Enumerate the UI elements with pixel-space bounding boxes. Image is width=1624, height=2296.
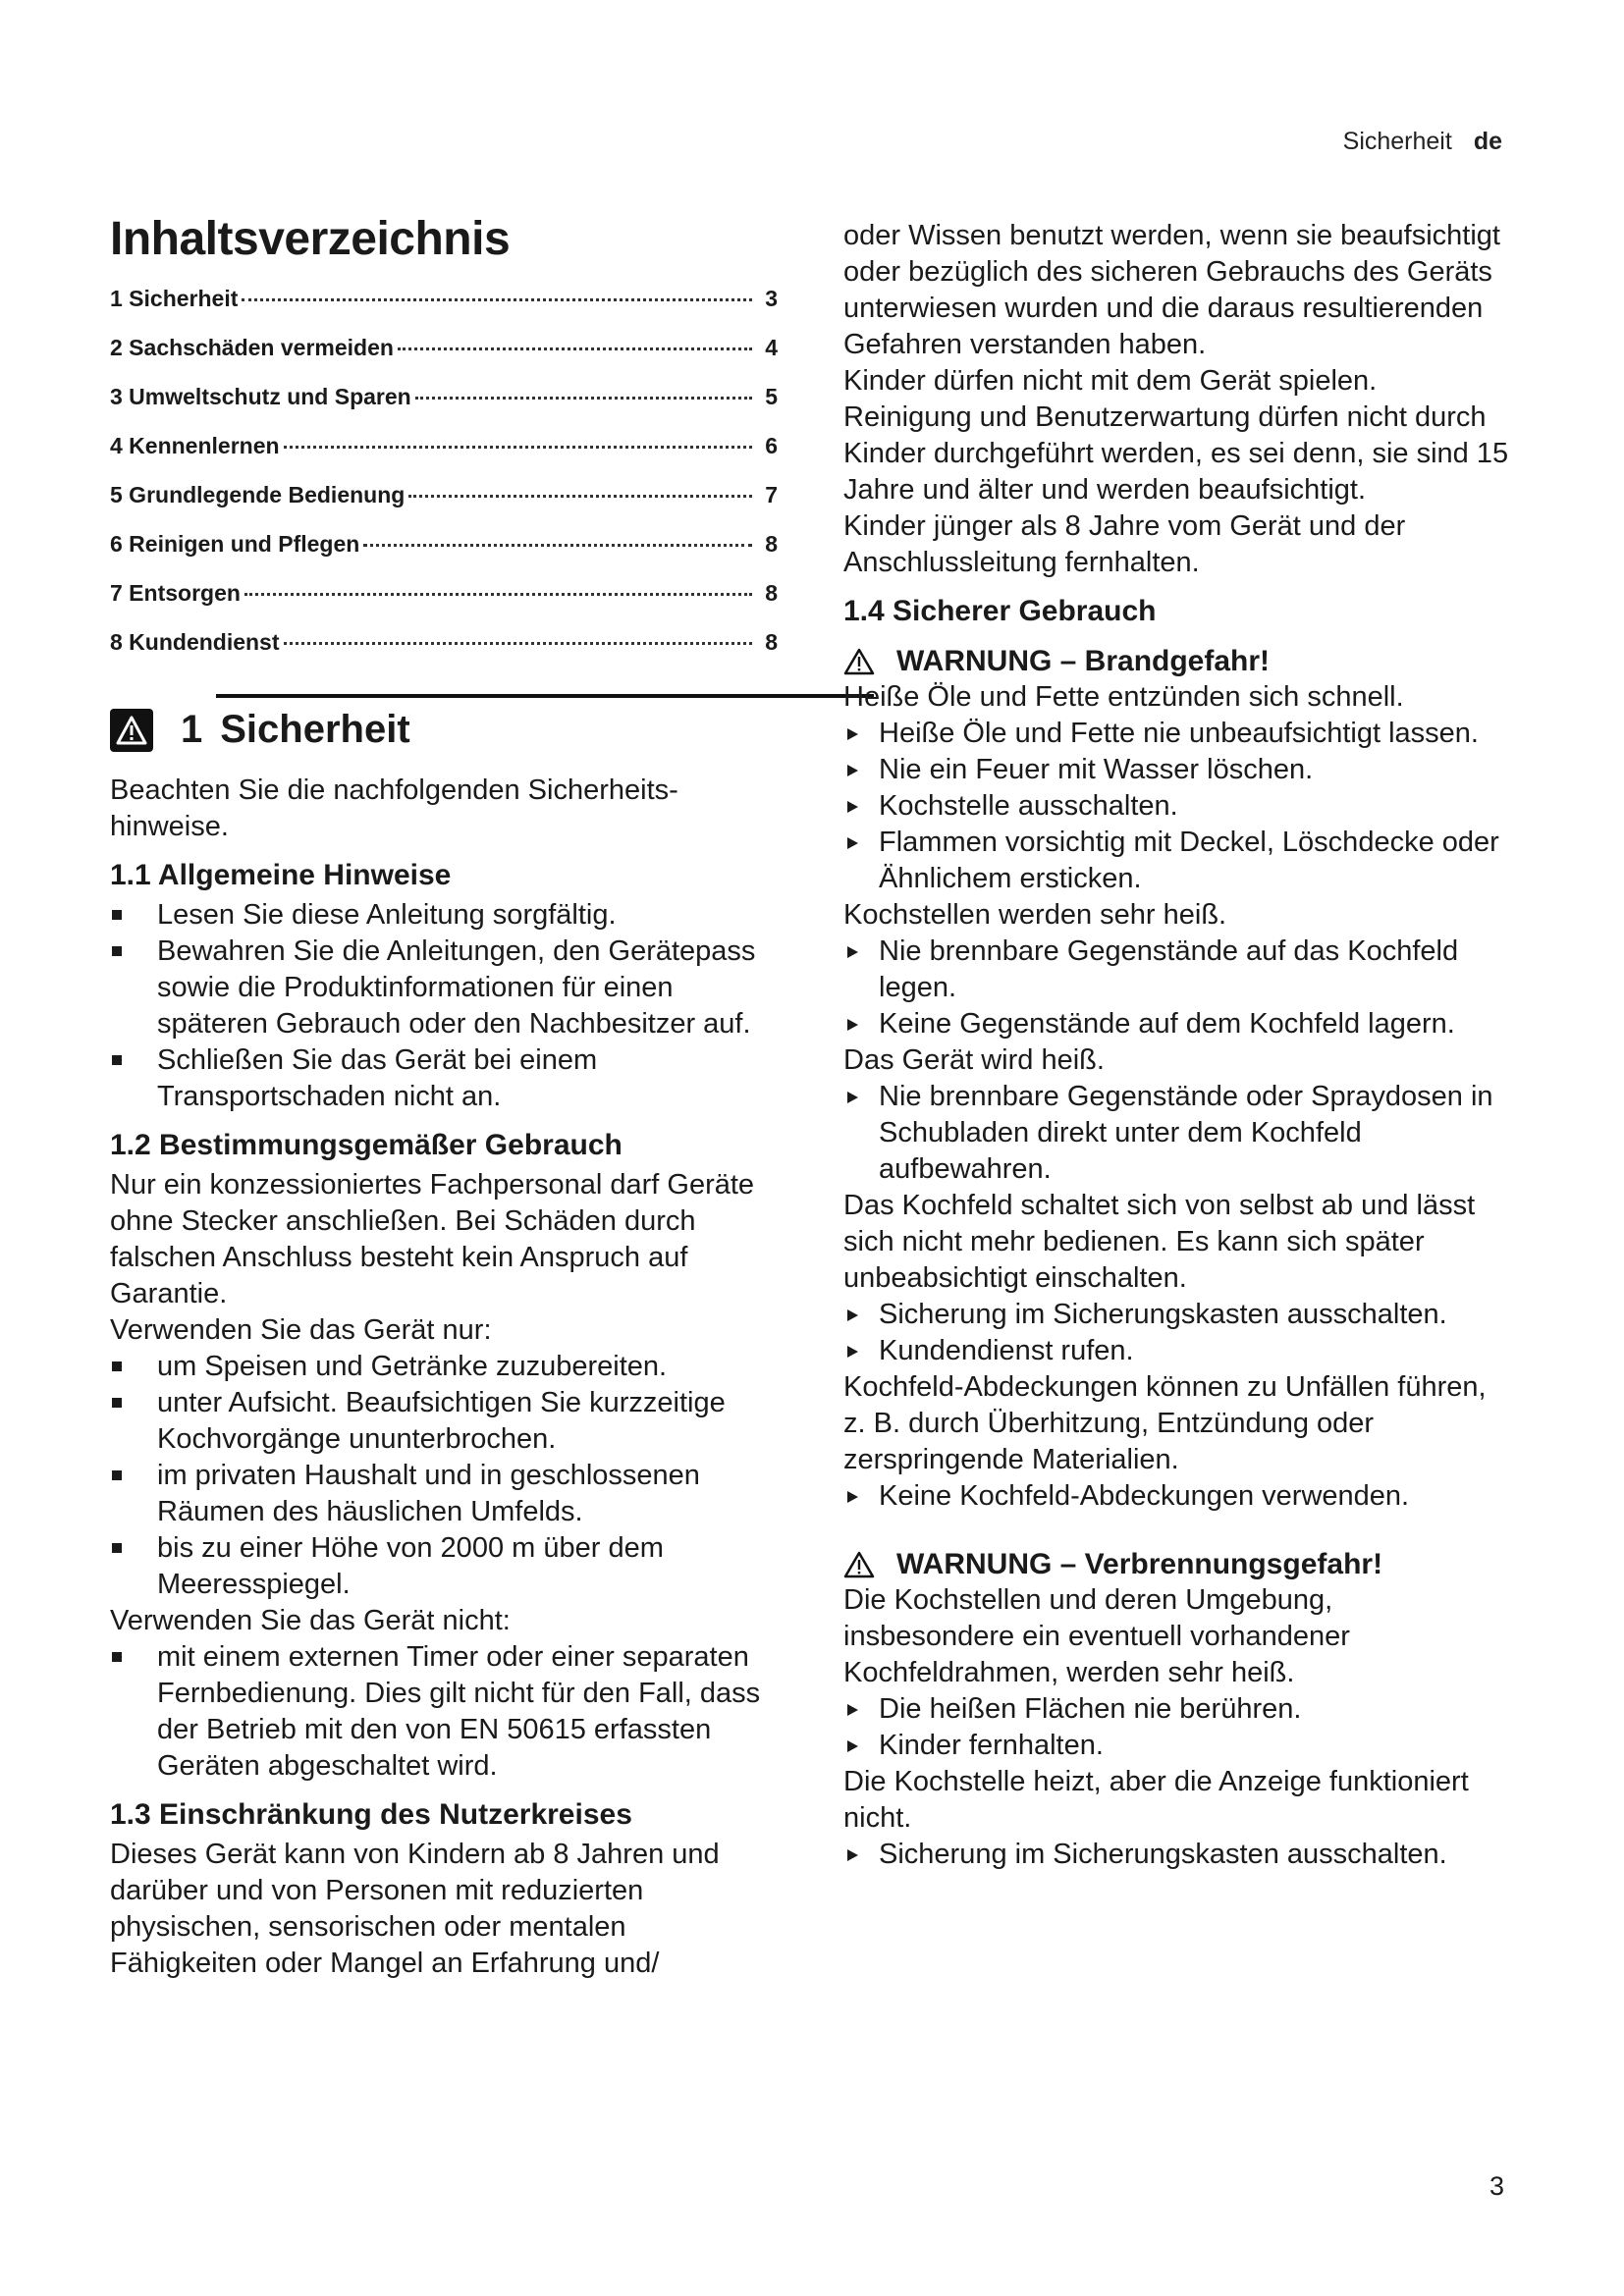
list-item: mit einem externen Timer oder einer separaten Fernbedienung. Dies gilt nicht für den Fall, dass der Betrieb mit den von EN 50615 erfassten Geräten abgeschaltet wird. xyxy=(110,1639,778,1785)
toc-entry[interactable] xyxy=(110,286,778,335)
paragraph: Heiße Öle und Fette entzünden sich schnell. xyxy=(843,681,1404,713)
toc-title: Inhaltsverzeichnis xyxy=(110,213,511,265)
action-list xyxy=(843,934,1511,1042)
list-item: Lesen Sie diese Anleitung sorgfältig. xyxy=(110,897,778,934)
chapter-heading xyxy=(110,696,778,765)
toc-entry-page: 8 xyxy=(765,530,778,557)
toc-entry-label: 8 Kundendienst xyxy=(110,628,280,655)
list-item: Kinder fernhalten. xyxy=(843,1728,1511,1764)
toc-entry-page: 6 xyxy=(765,432,778,458)
bullet-list xyxy=(110,897,778,1115)
toc-leader xyxy=(408,495,752,498)
header-language: de xyxy=(1473,128,1502,155)
chapter-title-text: Sicherheit xyxy=(220,708,410,752)
list-item: Sicherung im Sicherungskasten ausschalten. xyxy=(843,1297,1511,1333)
warning-box-icon xyxy=(110,709,153,752)
toc-entry[interactable] xyxy=(110,580,778,629)
action-list xyxy=(843,1079,1511,1188)
toc-entry-page: 8 xyxy=(765,579,778,606)
paragraph: Verwenden Sie das Gerät nicht: xyxy=(110,1604,511,1636)
toc-leader xyxy=(415,397,752,400)
list-item: Keine Gegenstände auf dem Kochfeld lagern. xyxy=(843,1006,1511,1042)
chapter-number: 1 xyxy=(181,708,203,752)
table-of-contents xyxy=(110,286,778,678)
action-list xyxy=(843,1691,1511,1764)
toc-leader xyxy=(363,544,752,547)
list-item: Kundendienst rufen. xyxy=(843,1333,1511,1369)
warning-title: WARNUNG – Verbrennungsgefahr! xyxy=(896,1548,1383,1580)
list-item: Nie brennbare Gegenstände oder Spraydosen in Schubladen direkt unter dem Kochfeld aufbewahren. xyxy=(843,1079,1511,1188)
list-item: bis zu einer Höhe von 2000 m über dem Meeresspiegel. xyxy=(110,1530,778,1603)
list-item: Flammen vorsichtig mit Deckel, Löschdecke oder Ähnlichem ersticken. xyxy=(843,825,1511,897)
toc-entry-label: 1 Sicherheit xyxy=(110,285,239,311)
paragraph: Verwenden Sie das Gerät nur: xyxy=(110,1313,492,1346)
section-heading: 1.3 Einschränkung des Nutzerkreises xyxy=(110,1797,632,1831)
toc-entry-label: 2 Sachschäden vermeiden xyxy=(110,334,394,360)
toc-entry[interactable] xyxy=(110,629,778,678)
toc-leader xyxy=(242,298,752,301)
list-item: Keine Kochfeld-Abdeckungen verwenden. xyxy=(843,1478,1511,1515)
paragraph: Kochfeld-Abdeckungen können zu Unfällen führen, z. B. durch Überhitzung, Entzündung oder zerspringende Materialien. xyxy=(843,1371,1487,1475)
toc-entry-page: 8 xyxy=(765,628,778,655)
action-list xyxy=(843,1837,1511,1873)
left-column xyxy=(110,214,778,1982)
list-item: unter Aufsicht. Beaufsichtigen Sie kurzzeitige Kochvorgänge ununterbrochen. xyxy=(110,1385,778,1458)
toc-leader xyxy=(398,347,752,350)
toc-entry-label: 7 Entsorgen xyxy=(110,579,241,606)
list-item: Kochstelle ausschalten. xyxy=(843,788,1511,825)
toc-entry-page: 7 xyxy=(765,481,778,507)
toc-entry-label: 5 Grundlegende Bedienung xyxy=(110,481,406,507)
bullet-list xyxy=(110,1349,778,1603)
paragraph: Das Gerät wird heiß. xyxy=(843,1044,1105,1076)
toc-entry[interactable] xyxy=(110,482,778,531)
list-item: Bewahren Sie die Anleitungen, den Gerätepass sowie die Produktinformationen für einen späteren Gebrauch oder den Nachbesitzer auf. xyxy=(110,934,778,1042)
page-number: 3 xyxy=(1489,2171,1504,2201)
paragraph: Das Kochfeld schaltet sich von selbst ab und lässt sich nicht mehr bedienen. Es kann sich später unbeabsichtigt einschalten. xyxy=(843,1190,1476,1294)
bullet-list xyxy=(110,1639,778,1785)
list-item: Schließen Sie das Gerät bei einem Transportschaden nicht an. xyxy=(110,1042,778,1115)
spacer xyxy=(843,1515,1511,1532)
section-heading: 1.2 Bestimmungsgemäßer Gebrauch xyxy=(110,1128,623,1161)
toc-entry-label: 4 Kennenlernen xyxy=(110,432,280,458)
warning-heading xyxy=(843,643,1511,679)
toc-entry-page: 4 xyxy=(765,334,778,360)
paragraph: oder Wissen benutzt werden, wenn sie beaufsichtigt oder bezüglich des sicheren Gebrauchs des Geräts unterwiesen wurden und die daraus resultierenden Gefahren verstanden haben. xyxy=(843,220,1500,360)
paragraph: Kochstellen werden sehr heiß. xyxy=(843,899,1227,931)
list-item: um Speisen und Getränke zuzubereiten. xyxy=(110,1349,778,1385)
warning-triangle-icon xyxy=(843,648,875,675)
toc-leader xyxy=(244,593,752,596)
toc-entry[interactable] xyxy=(110,335,778,384)
paragraph: Kinder jünger als 8 Jahre vom Gerät und der Anschlussleitung fernhalten. xyxy=(843,510,1406,578)
action-list xyxy=(843,1297,1511,1369)
toc-entry[interactable] xyxy=(110,433,778,482)
list-item: Nie brennbare Gegenstände auf das Kochfeld legen. xyxy=(843,934,1511,1006)
toc-entry-page: 5 xyxy=(765,383,778,409)
paragraph: Nur ein konzessioniertes Fachpersonal darf Geräte ohne Stecker anschließen. Bei Schäden durch falschen Anschluss besteht kein Anspruch auf Garantie. xyxy=(110,1168,755,1309)
toc-entry-page: 3 xyxy=(765,285,778,311)
action-list xyxy=(843,1478,1511,1515)
chapter-intro: Beachten Sie die nachfolgenden Sicherheits-hinweise. xyxy=(110,774,678,842)
toc-entry[interactable] xyxy=(110,384,778,433)
paragraph: Dieses Gerät kann von Kindern ab 8 Jahren und darüber und von Personen mit reduzierten physischen, sensorischen oder mentalen Fähigkeiten oder Mangel an Erfahrung und/ xyxy=(110,1838,720,1979)
toc-entry[interactable] xyxy=(110,531,778,580)
list-item: Die heißen Flächen nie berühren. xyxy=(843,1691,1511,1728)
section-heading: 1.1 Allgemeine Hinweise xyxy=(110,858,452,891)
chapter-title xyxy=(181,708,410,752)
paragraph: Reinigung und Benutzerwartung dürfen nicht durch Kinder durchgeführt werden, es sei denn, sie sind 15 Jahre und älter und werden beaufsichtigt. xyxy=(843,401,1509,506)
toc-leader xyxy=(284,642,752,645)
paragraph: Die Kochstelle heizt, aber die Anzeige funktioniert nicht. xyxy=(843,1766,1469,1834)
toc-entry-label: 3 Umweltschutz und Sparen xyxy=(110,383,411,409)
list-item: Nie ein Feuer mit Wasser löschen. xyxy=(843,752,1511,788)
paragraph: Die Kochstellen und deren Umgebung, insbesondere ein eventuell vorhandener Kochfeldrahmen, werden sehr heiß. xyxy=(843,1584,1350,1688)
list-item: Sicherung im Sicherungskasten ausschalten. xyxy=(843,1837,1511,1873)
right-column xyxy=(843,218,1511,1873)
toc-leader xyxy=(284,446,752,449)
warning-title: WARNUNG – Brandgefahr! xyxy=(896,645,1271,677)
warning-heading xyxy=(843,1546,1511,1582)
list-item: im privaten Haushalt und in geschlossenen Räumen des häuslichen Umfelds. xyxy=(110,1458,778,1530)
list-item: Heiße Öle und Fette nie unbeaufsichtigt lassen. xyxy=(843,716,1511,752)
paragraph: Kinder dürfen nicht mit dem Gerät spielen. xyxy=(843,365,1378,397)
toc-entry-label: 6 Reinigen und Pflegen xyxy=(110,530,360,557)
running-header xyxy=(1343,128,1502,156)
header-section: Sicherheit xyxy=(1342,128,1452,155)
section-heading: 1.4 Sicherer Gebrauch xyxy=(843,595,1157,627)
action-list xyxy=(843,716,1511,897)
warning-triangle-icon xyxy=(843,1551,875,1578)
